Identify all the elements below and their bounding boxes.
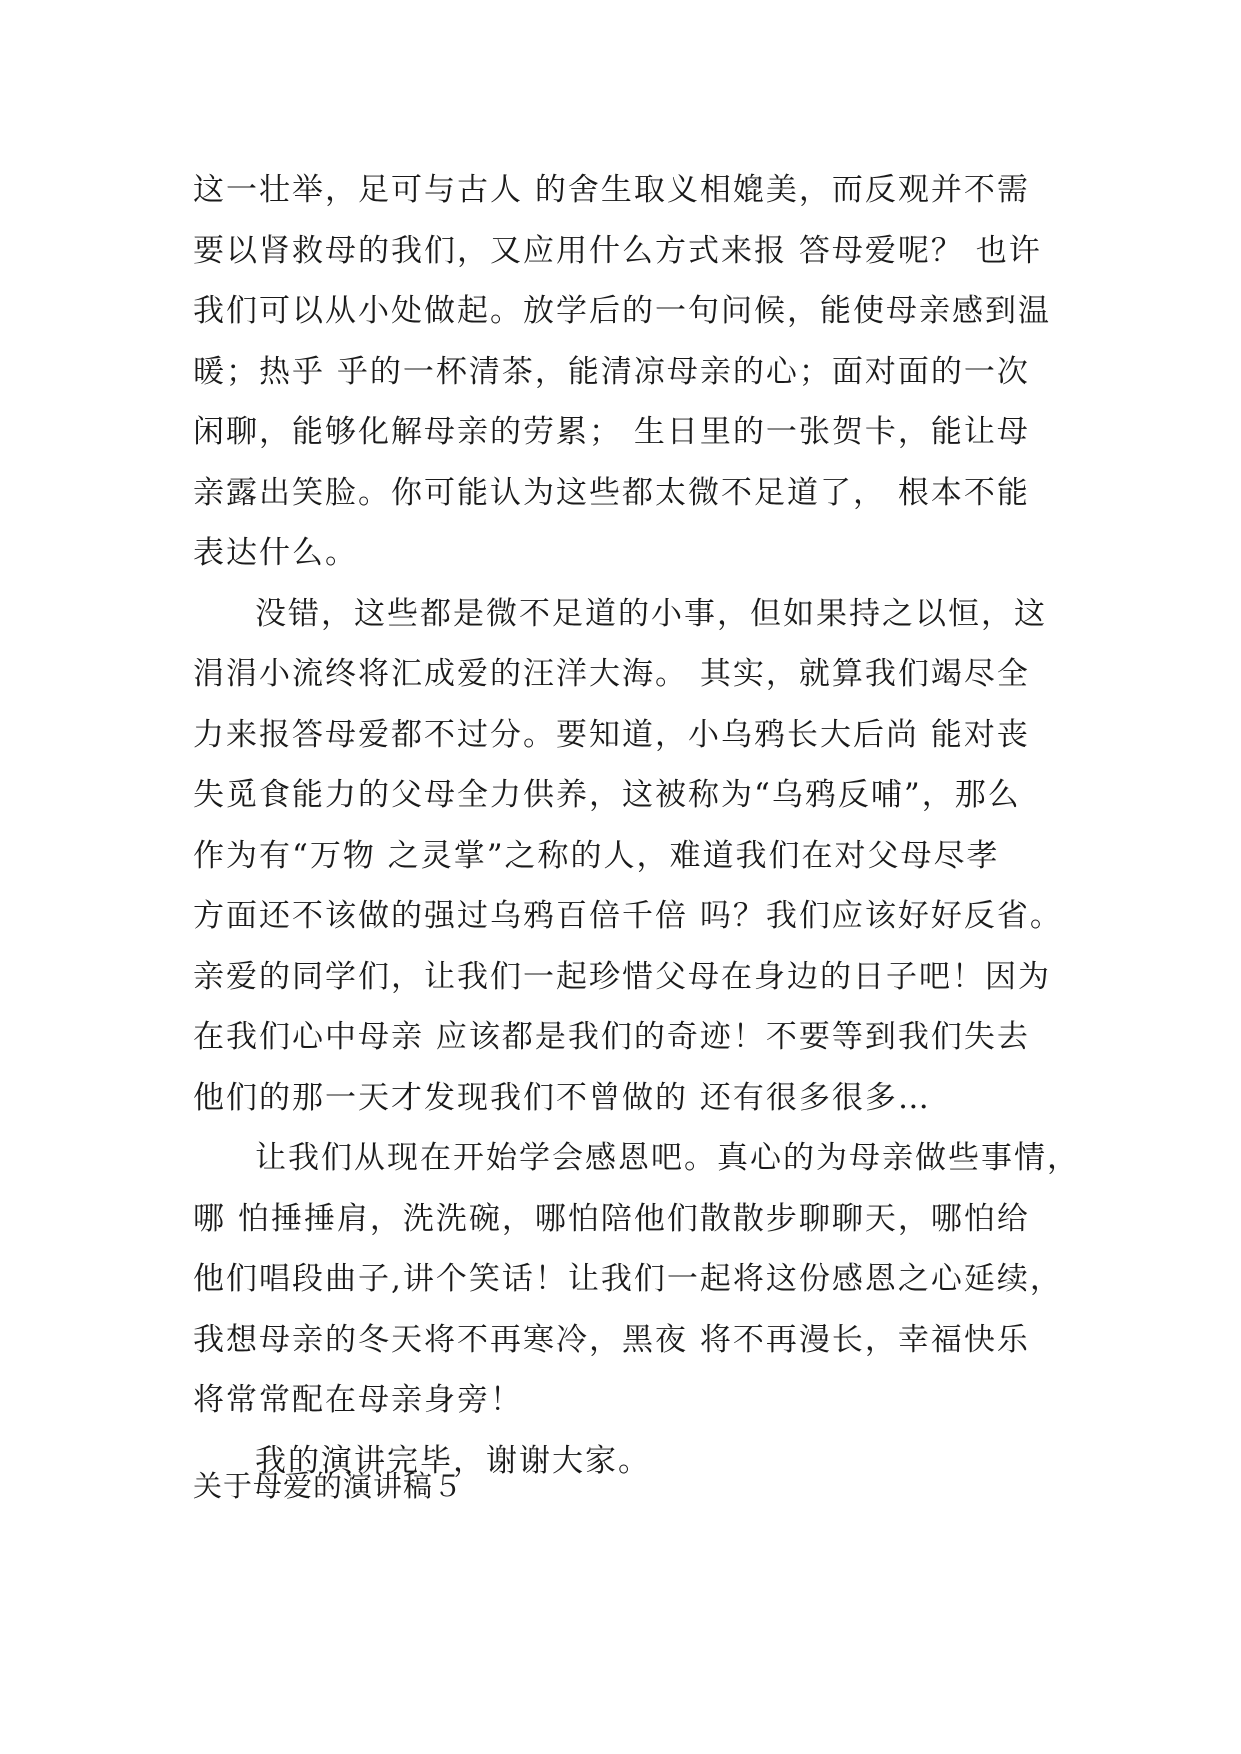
- text-line: 暖；热乎 乎的一杯清茶，能清凉母亲的心；面对面的一次: [193, 353, 1030, 390]
- text-line: 在我们心中母亲 应该都是我们的奇迹！不要等到我们失去: [193, 1019, 1030, 1055]
- text-line: 他们唱段曲子,讲个笑话！让我们一起将这份感恩之心延续，: [193, 1261, 1063, 1297]
- paragraph-1: [193, 160, 1063, 584]
- next-section-heading: 关于母爱的演讲稿５: [193, 1469, 464, 1503]
- text-line: 作为有“万物 之灵掌”之称的人，难道我们在对父母尽孝: [193, 837, 1000, 874]
- text-line: 将常常配在母亲身旁！: [193, 1382, 523, 1418]
- text-line: 他们的那一天才发现我们不曾做的 还有很多很多…: [193, 1079, 931, 1116]
- paragraph-2: [193, 584, 1063, 1129]
- text-line: 力来报答母爱都不过分。要知道，小乌鸦长大后尚 能对丧: [193, 716, 1030, 753]
- text-line: 我的演讲完毕，谢谢大家。: [255, 1442, 651, 1479]
- text-line: 我们可以从小处做起。放学后的一句问候，能使母亲感到温: [193, 293, 1051, 329]
- text-line: 闲聊，能够化解母亲的劳累； 生日里的一张贺卡，能让母: [193, 414, 1030, 450]
- text-line: 涓涓小流终将汇成爱的汪洋大海。 其实，就算我们竭尽全: [193, 656, 1030, 692]
- text-line: 要以肾救母的我们，又应用什么方式来报 答母爱呢？ 也许: [193, 232, 1042, 269]
- text-line: 没错，这些都是微不足道的小事，但如果持之以恒，这: [255, 595, 1047, 632]
- text-line: 我想母亲的冬天将不再寒冷，黑夜 将不再漫长，幸福快乐: [193, 1321, 1030, 1358]
- text-line: 失觅食能力的父母全力供养，这被称为“乌鸦反哺”，那么: [193, 777, 1021, 813]
- document-body: [193, 160, 1080, 1491]
- text-line: 方面还不该做的强过乌鸦百倍千倍 吗？我们应该好好反省。: [193, 898, 1063, 934]
- text-line: 亲爱的同学们，让我们一起珍惜父母在身边的日子吧！因为: [193, 958, 1051, 995]
- paragraph-3: [193, 1128, 1080, 1431]
- text-line: 这一壮举，足可与古人 的舍生取义相媲美，而反观并不需: [193, 172, 1030, 208]
- text-line: 让我们从现在开始学会感恩吧。真心的为母亲做些事情，: [255, 1140, 1080, 1176]
- text-line: 哪 怕捶捶肩，洗洗碗，哪怕陪他们散散步聊聊天，哪怕给: [193, 1200, 1030, 1237]
- text-line: 表达什么。: [193, 535, 358, 571]
- text-line: 亲露出笑脸。你可能认为这些都太微不足道了， 根本不能: [193, 474, 1030, 511]
